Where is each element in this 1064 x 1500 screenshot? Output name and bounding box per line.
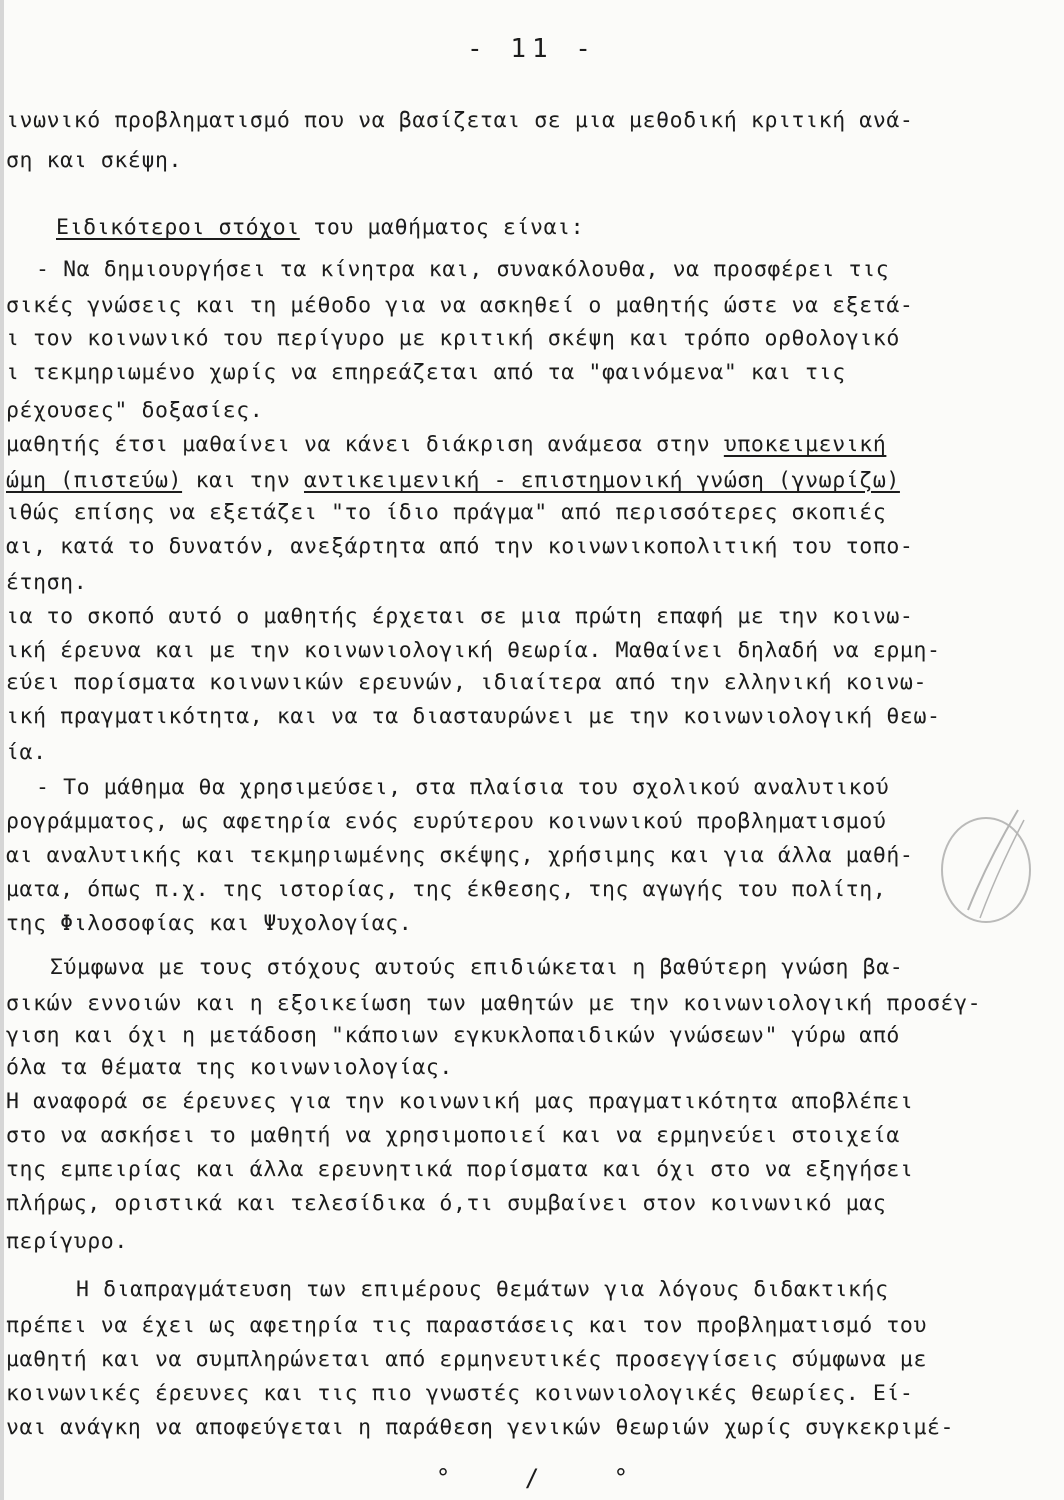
text-segment: ική πραγματικότητα, και να τα διασταυρώνει με την κοινωνιολογική θεω- bbox=[6, 704, 941, 729]
text-line bbox=[6, 1121, 1056, 1151]
text-line bbox=[6, 358, 1056, 388]
text-line bbox=[6, 466, 1056, 496]
text-segment: ια το σκοπό αυτό ο μαθητής έρχεται σε μια πρώτη επαφή με την κοινω- bbox=[6, 604, 914, 629]
text-segment: ρογράμματος, ως αφετηρία ενός ευρύτερου κοινωνικού προβληματισμού bbox=[6, 809, 887, 834]
text-segment: σικές γνώσεις και τη μέθοδο για να ασκηθεί ο μαθητής ώστε να εξετά- bbox=[6, 293, 914, 318]
text-line bbox=[6, 498, 1056, 528]
text-line bbox=[6, 989, 1056, 1019]
text-segment: ι τον κοινωνικό του περίγυρο με κριτική σκέψη και τρόπο ορθολογικό bbox=[6, 326, 900, 351]
text-line bbox=[6, 636, 1056, 666]
text-segment: Σύμφωνα με τους στόχους αυτούς επιδιώκεται η βαθύτερη γνώση βα- bbox=[50, 955, 904, 980]
footer-marks: ° / ° bbox=[435, 1464, 629, 1492]
text-line bbox=[6, 146, 1056, 176]
text-line bbox=[6, 1053, 1056, 1083]
text-segment: της εμπειρίας και άλλα ερευνητικά πορίσματα και όχι στο να εξηγήσει bbox=[6, 1157, 914, 1182]
text-segment: - Να δημιουργήσει τα κίνητρα και, συνακόλουθα, να προσφέρει τις bbox=[36, 257, 890, 282]
text-line bbox=[6, 1227, 1056, 1257]
text-line bbox=[6, 1413, 1056, 1443]
text-segment: του μαθήματος είναι: bbox=[299, 215, 585, 240]
text-segment: Η διαπραγμάτευση των επιμέρους θεμάτων για λόγους διδακτικής bbox=[76, 1277, 889, 1302]
text-segment: εύει πορίσματα κοινωνικών ερευνών, ιδιαίτερα από την ελληνική κοινω- bbox=[6, 670, 927, 695]
scan-edge bbox=[0, 0, 4, 1500]
text-line bbox=[6, 875, 1056, 905]
text-segment: όλα τα θέματα της κοινωνιολογίας. bbox=[6, 1055, 453, 1080]
text-line bbox=[56, 213, 1064, 243]
text-line bbox=[6, 738, 1056, 768]
text-segment: ρέχουσες" δοξασίες. bbox=[6, 398, 264, 423]
text-line bbox=[6, 1155, 1056, 1185]
text-segment: έτηση. bbox=[6, 570, 88, 595]
text-segment: και την bbox=[182, 468, 304, 493]
text-segment: κοινωνικές έρευνες και τις πιο γνωστές κοινωνιολογικές θεωρίες. Εί- bbox=[6, 1381, 914, 1406]
underlined-text: Ειδικότεροι στόχοι bbox=[56, 215, 300, 240]
text-segment: αι, κατά το δυνατόν, ανεξάρτητα από την κοινωνικοπολιτική του τοπο- bbox=[6, 534, 914, 559]
text-line bbox=[6, 430, 1056, 460]
text-line bbox=[36, 773, 1064, 803]
text-segment: περίγυρο. bbox=[6, 1229, 128, 1254]
text-line bbox=[36, 255, 1064, 285]
text-line bbox=[6, 1021, 1056, 1051]
text-line bbox=[6, 702, 1056, 732]
text-line bbox=[6, 602, 1056, 632]
text-line bbox=[50, 953, 1064, 983]
text-line bbox=[6, 668, 1056, 698]
underlined-text: αντικειμενική - επιστημονική γνώση (γνωρίζω) bbox=[303, 468, 900, 493]
text-segment: ση και σκέψη. bbox=[6, 148, 183, 173]
text-segment: πλήρως, οριστικά και τελεσίδικα ό,τι συμβαίνει στον κοινωνικό μας bbox=[6, 1191, 887, 1216]
text-segment: μαθητή και να συμπληρώνεται από ερμηνευτικές προσεγγίσεις σύμφωνα με bbox=[6, 1347, 927, 1372]
text-segment: ιθώς επίσης να εξετάζει "το ίδιο πράγμα" από περισσότερες σκοπιές bbox=[6, 500, 887, 525]
text-segment: ι τεκμηριωμένο χωρίς να επηρεάζεται από τα "φαινόμενα" και τις bbox=[6, 360, 846, 385]
text-segment: ική έρευνα και με την κοινωνιολογική θεωρία. Μαθαίνει δηλαδή να ερμη- bbox=[6, 638, 941, 663]
text-segment: της Φιλοσοφίας και Ψυχολογίας. bbox=[6, 911, 413, 936]
text-segment: στο να ασκήσει το μαθητή να χρησιμοποιεί και να ερμηνεύει στοιχεία bbox=[6, 1123, 900, 1148]
text-segment: Η αναφορά σε έρευνες για την κοινωνική μας πραγματικότητα αποβλέπει bbox=[6, 1089, 914, 1114]
text-line bbox=[6, 1087, 1056, 1117]
text-segment: σικών εννοιών και η εξοικείωση των μαθητών με την κοινωνιολογική προσέγ- bbox=[6, 991, 982, 1016]
text-line bbox=[6, 909, 1056, 939]
text-line bbox=[6, 1379, 1056, 1409]
text-line bbox=[6, 807, 1056, 837]
underlined-text: ώμη (πιστεύω) bbox=[6, 468, 183, 493]
text-segment: ινωνικό προβληματισμό που να βασίζεται σε μια μεθοδική κριτική ανά- bbox=[6, 108, 914, 133]
text-line bbox=[6, 841, 1056, 871]
text-line bbox=[6, 324, 1056, 354]
text-line bbox=[6, 106, 1056, 136]
text-line bbox=[6, 532, 1056, 562]
text-segment: αι αναλυτικής και τεκμηριωμένης σκέψης, χρήσιμης και για άλλα μαθή- bbox=[6, 843, 914, 868]
text-segment: μαθητής έτσι μαθαίνει να κάνει διάκριση ανάμεσα στην bbox=[6, 432, 724, 457]
text-segment: ία. bbox=[6, 740, 47, 765]
text-line bbox=[6, 568, 1056, 598]
text-line bbox=[6, 291, 1056, 321]
text-segment: ναι ανάγκη να αποφεύγεται η παράθεση γενικών θεωριών χωρίς συγκεκριμέ- bbox=[6, 1415, 955, 1440]
text-line bbox=[76, 1275, 1064, 1305]
text-line bbox=[6, 396, 1056, 426]
page-number: - 11 - bbox=[467, 34, 597, 64]
text-line bbox=[6, 1345, 1056, 1375]
text-segment: - Το μάθημα θα χρησιμεύσει, στα πλαίσια του σχολικού αναλυτικού bbox=[36, 775, 890, 800]
text-line bbox=[6, 1189, 1056, 1219]
text-segment: πρέπει να έχει ως αφετηρία τις παραστάσεις και τον προβληματισμό του bbox=[6, 1313, 927, 1338]
text-segment: γιση και όχι η μετάδοση "κάποιων εγκυκλοπαιδικών γνώσεων" γύρω από bbox=[6, 1023, 900, 1048]
text-segment: ματα, όπως π.χ. της ιστορίας, της έκθεσης, της αγωγής του πολίτη, bbox=[6, 877, 887, 902]
text-line bbox=[6, 1311, 1056, 1341]
stamp-mark bbox=[928, 800, 1038, 930]
underlined-text: υποκειμενική bbox=[723, 432, 887, 457]
